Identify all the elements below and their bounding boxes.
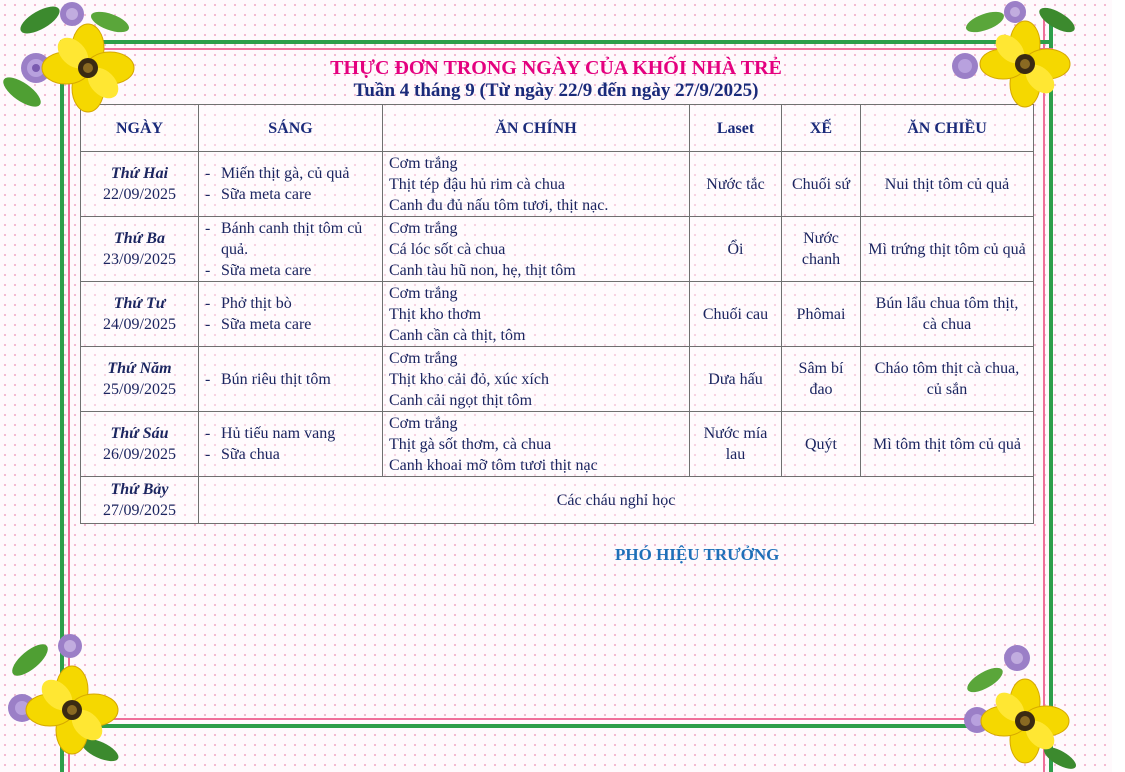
main-meal-cell (383, 412, 690, 477)
day-off-note: Các cháu nghỉ học (199, 477, 1034, 524)
main-meal-cell (383, 217, 690, 282)
breakfast-item (205, 293, 376, 314)
breakfast-cell (199, 152, 383, 217)
breakfast-item-text: Hủ tiếu nam vang (221, 425, 336, 442)
breakfast-item-text: Sữa meta care (221, 261, 312, 279)
breakfast-item-text: Bún riêu thịt tôm (221, 370, 331, 388)
list-dash: - (205, 295, 211, 312)
afternoon-cell: Mì trứng thịt tôm củ quả (861, 217, 1034, 282)
day-date: 23/09/2025 (103, 251, 176, 268)
day-cell (81, 347, 199, 412)
table-row (81, 347, 1034, 412)
snack-cell: Chuối sứ (782, 152, 861, 217)
page-subtitle: Tuần 4 tháng 9 (Từ ngày 22/9 đến ngày 27/9/2025) (353, 80, 759, 101)
breakfast-item-text: Sữa chua (221, 446, 280, 463)
day-name: Thứ Bảy (110, 481, 169, 498)
yellow-flower-icon (980, 21, 1070, 107)
main-meal-item: Cơm trắng (389, 349, 458, 367)
table-row (81, 412, 1034, 477)
flower-bottom-right (955, 640, 1085, 772)
frame-outer-bottom (60, 724, 1053, 728)
list-dash: - (205, 370, 211, 388)
main-meal-item: Thịt kho thơm (389, 305, 482, 323)
day-date: 24/09/2025 (103, 316, 176, 333)
day-cell (81, 412, 199, 477)
column-header-breakfast: SÁNG (199, 105, 383, 152)
main-meal-item: Canh tàu hũ non, hẹ, thịt tôm (389, 261, 576, 279)
main-meal-cell (383, 152, 690, 217)
breakfast-item-text: Sữa meta care (221, 186, 312, 203)
laset-cell: Nước tắc (690, 152, 782, 217)
day-date: 22/09/2025 (103, 186, 176, 203)
breakfast-item (205, 423, 376, 444)
day-date: 25/09/2025 (103, 381, 176, 398)
right-gutter (1112, 0, 1125, 772)
column-header-day: NGÀY (81, 105, 199, 152)
main-meal-item: Cơm trắng (389, 154, 458, 172)
flower-top-left (0, 0, 140, 115)
menu-table (80, 104, 1034, 524)
day-cell (81, 282, 199, 347)
breakfast-item-text: Sữa meta care (221, 316, 312, 333)
breakfast-item (205, 314, 376, 335)
main-meal-item: Canh cải ngọt thịt tôm (389, 391, 533, 409)
day-name: Thứ Năm (107, 360, 172, 377)
day-date: 26/09/2025 (103, 446, 176, 463)
column-header-laset: Laset (690, 105, 782, 152)
breakfast-item (205, 184, 376, 205)
table-row (81, 282, 1034, 347)
day-name: Thứ Tư (113, 295, 166, 312)
list-dash: - (205, 219, 211, 237)
snack-cell: Phômai (782, 282, 861, 347)
afternoon-cell: Mì tôm thịt tôm củ quả (861, 412, 1034, 477)
breakfast-item (205, 260, 376, 281)
column-header-main-meal: ĂN CHÍNH (383, 105, 690, 152)
column-header-afternoon: ĂN CHIỀU (861, 105, 1034, 152)
list-dash: - (205, 186, 211, 203)
signature-title: PHÓ HIỆU TRƯỞNG (615, 545, 780, 564)
frame-inner-bottom (60, 718, 1053, 720)
main-meal-item: Canh cần cà thịt, tôm (389, 326, 526, 344)
column-header-snack: XẾ (782, 105, 861, 152)
day-name: Thứ Ba (114, 230, 165, 247)
afternoon-cell: Nui thịt tôm củ quả (861, 152, 1034, 217)
breakfast-item (205, 444, 376, 465)
yellow-flower-icon (42, 24, 134, 112)
main-meal-item: Cá lóc sốt cà chua (389, 240, 506, 258)
frame-inner-top (60, 48, 1053, 50)
main-meal-item: Thịt tép đậu hủ rim cà chua (389, 175, 565, 193)
day-name: Thứ Sáu (110, 425, 169, 442)
main-meal-cell (383, 347, 690, 412)
snack-cell: Sâm bí đao (782, 347, 861, 412)
breakfast-cell (199, 217, 383, 282)
main-meal-item: Thịt gà sốt thơm, cà chua (389, 435, 552, 453)
menu-rows (81, 152, 1034, 524)
main-meal-item: Canh khoai mỡ tôm tươi thịt nạc (389, 456, 598, 474)
breakfast-item-text: Miến thịt gà, củ quả (221, 165, 350, 182)
breakfast-cell (199, 282, 383, 347)
table-row (81, 152, 1034, 217)
list-dash: - (205, 425, 211, 442)
breakfast-item (205, 218, 376, 260)
flower-bottom-left (0, 630, 135, 772)
list-dash: - (205, 316, 211, 333)
afternoon-cell: Bún lẩu chua tôm thịt, cà chua (861, 282, 1034, 347)
list-dash: - (205, 261, 211, 279)
day-cell (81, 152, 199, 217)
table-row-saturday (81, 477, 1034, 524)
snack-cell: Quýt (782, 412, 861, 477)
header (80, 56, 1032, 102)
day-cell (81, 477, 199, 524)
day-cell (81, 217, 199, 282)
list-dash: - (205, 446, 211, 463)
breakfast-item (205, 369, 376, 390)
main-meal-item: Thịt kho cải đỏ, xúc xích (389, 370, 549, 388)
main-meal-item: Cơm trắng (389, 219, 458, 237)
frame-outer-top (60, 40, 1053, 44)
breakfast-cell (199, 412, 383, 477)
yellow-flower-icon (26, 666, 118, 754)
main-meal-item: Cơm trắng (389, 284, 458, 302)
laset-cell: Ổi (690, 217, 782, 282)
main-meal-cell (383, 282, 690, 347)
main-meal-item: Cơm trắng (389, 414, 458, 432)
afternoon-cell: Cháo tôm thịt cà chua, củ sắn (861, 347, 1034, 412)
page-title: THỰC ĐƠN TRONG NGÀY CỦA KHỐI NHÀ TRẺ (330, 57, 782, 79)
main-meal-item: Canh đu đủ nấu tôm tươi, thịt nạc. (389, 196, 609, 214)
snack-cell: Nước chanh (782, 217, 861, 282)
breakfast-item-text: Phở thịt bò (221, 295, 292, 312)
table-header-row (81, 105, 1034, 152)
breakfast-item-text: Bánh canh thịt tôm củ quả. (221, 219, 363, 258)
laset-cell: Dưa hấu (690, 347, 782, 412)
breakfast-cell (199, 347, 383, 412)
day-name: Thứ Hai (110, 165, 169, 182)
list-dash: - (205, 165, 211, 182)
laset-cell: Chuối cau (690, 282, 782, 347)
table-row (81, 217, 1034, 282)
breakfast-item (205, 163, 376, 184)
day-date: 27/09/2025 (103, 502, 176, 519)
laset-cell: Nước mía lau (690, 412, 782, 477)
flower-top-right (945, 0, 1080, 115)
